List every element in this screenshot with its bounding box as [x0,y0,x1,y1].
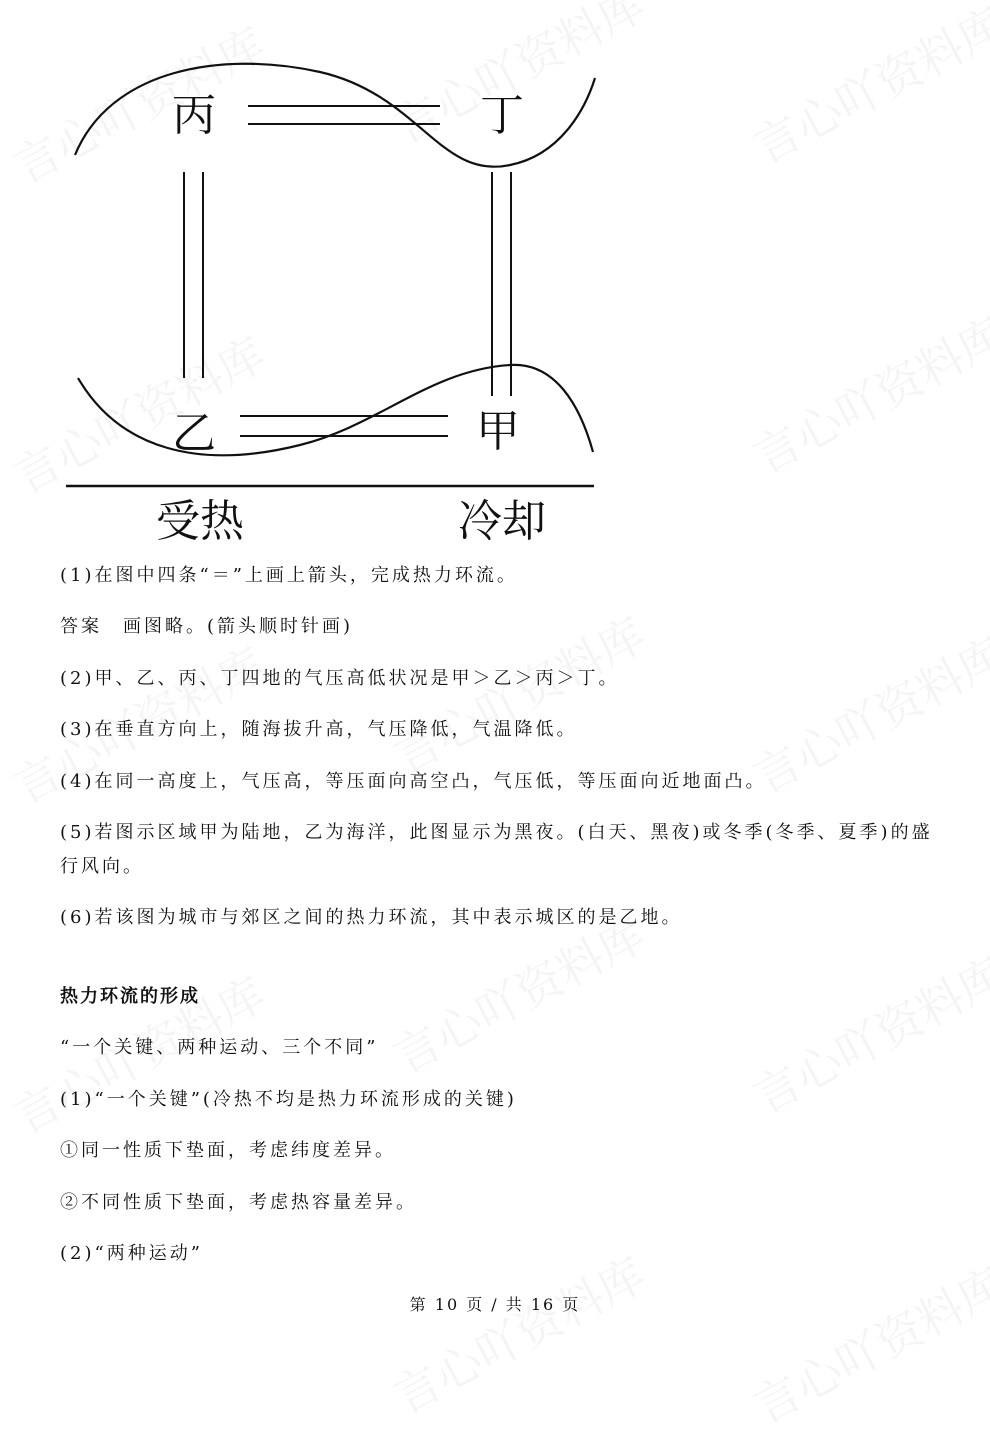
point-1a: ①同一性质下垫面，考虑纬度差异。 [60,1140,396,1161]
answer-text: 答案 画图略。(箭头顺时针画) [60,616,354,637]
label-yi: 乙 [172,408,216,459]
question-2: (2)甲、乙、丙、丁四地的气压高低状况是甲＞乙＞丙＞丁。 [60,668,620,689]
label-bing: 丙 [172,90,216,141]
label-heat: 受热 [156,496,244,547]
section-subtitle: “一个关键、两种运动、三个不同” [60,1037,379,1058]
question-4: (4)在同一高度上，气压高，等压面向高空凸，气压低，等压面向近地面凸。 [60,771,767,792]
page-footer: 第 10 页 / 共 16 页 [409,1295,581,1314]
watermark [741,1249,990,1437]
question-5: (5)若图示区域甲为陆地，乙为海洋，此图显示为黑夜。(白天、黑夜)或冬季(冬季、夏季)的盛行风向。 [60,822,933,877]
point-2: (2)“两种运动” [60,1243,203,1264]
thermal-circulation-diagram [0,0,990,560]
label-cool: 冷却 [458,496,546,547]
label-jia: 甲 [476,406,520,457]
question-1: (1)在图中四条“＝”上画上箭头，完成热力环流。 [60,565,518,586]
point-1b: ②不同性质下垫面，考虑热容量差异。 [60,1192,417,1213]
question-3: (3)在垂直方向上，随海拔升高，气压降低，气温降低。 [60,719,578,740]
section-heading: 热力环流的形成 [60,986,200,1007]
point-1: (1)“一个关键”(冷热不均是热力环流形成的关键) [60,1089,517,1110]
label-ding: 丁 [480,90,524,141]
question-6: (6)若该图为城市与郊区之间的热力环流，其中表示城区的是乙地。 [60,907,683,928]
